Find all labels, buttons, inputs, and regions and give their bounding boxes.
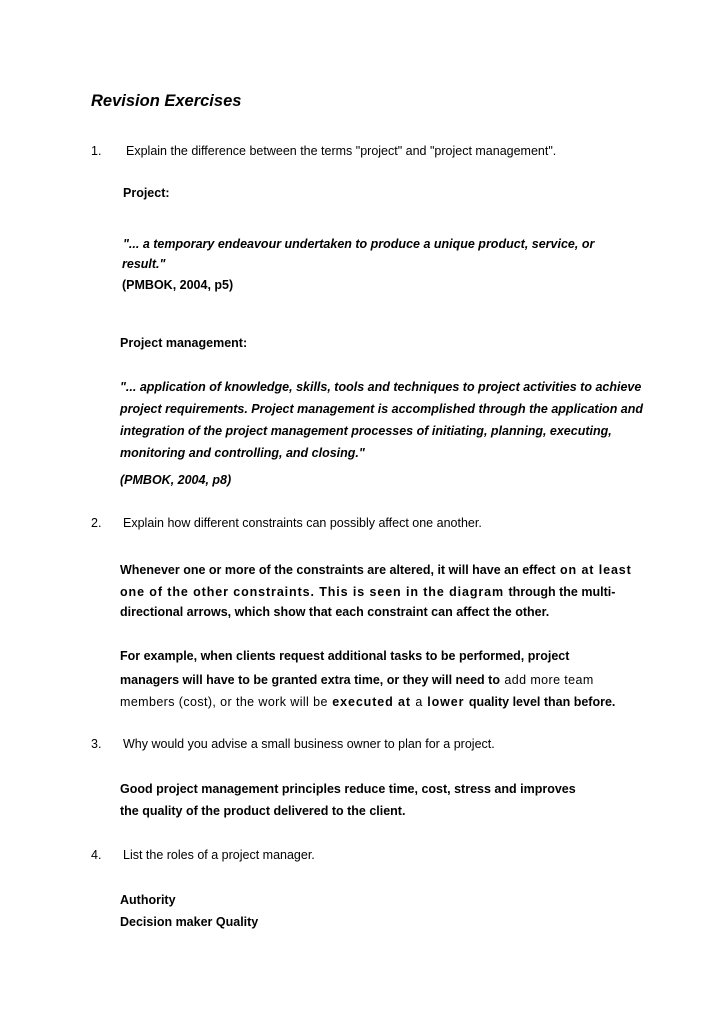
answer-line bbox=[120, 693, 615, 711]
answer-text: lower bbox=[427, 695, 465, 709]
pm-definition-line: project requirements. Project management is accomplished through the application and bbox=[120, 402, 644, 416]
question-text: Explain the difference between the terms "project" and "project management". bbox=[126, 144, 557, 158]
answer-text: executed at bbox=[332, 695, 411, 709]
answer-text: Whenever one or more of the constraints are altered, it will have an effect bbox=[120, 563, 556, 577]
answer-line bbox=[120, 561, 632, 579]
answer-text: members (cost), or the work will be bbox=[120, 695, 328, 709]
question-number: 2. bbox=[91, 516, 102, 530]
citation: (PMBOK, 2004, p5) bbox=[122, 278, 234, 292]
citation: (PMBOK, 2004, p8) bbox=[120, 473, 232, 487]
project-heading: Project: bbox=[123, 186, 170, 200]
project-definition-line: result." bbox=[122, 257, 166, 271]
role-item: Authority bbox=[120, 893, 176, 907]
answer-line bbox=[120, 583, 615, 601]
answer-text: managers will have to be granted extra time, or they will need to bbox=[120, 673, 500, 687]
answer-text: a bbox=[415, 695, 423, 709]
answer-line: Good project management principles reduce time, cost, stress and improves bbox=[120, 782, 576, 796]
question-text: Explain how different constraints can possibly affect one another. bbox=[123, 516, 482, 530]
question-number: 1. bbox=[91, 144, 102, 158]
role-item: Decision maker Quality bbox=[120, 915, 259, 929]
pm-definition-line: monitoring and controlling, and closing." bbox=[120, 446, 365, 460]
question-number: 4. bbox=[91, 848, 102, 862]
answer-text: through the multi- bbox=[508, 585, 616, 599]
pm-definition-line: "... application of knowledge, skills, tools and techniques to project activities to achieve bbox=[120, 380, 642, 394]
answer-line: For example, when clients request additional tasks to be performed, project bbox=[120, 649, 570, 663]
answer-text: add more team bbox=[504, 673, 594, 687]
pm-definition-line: integration of the project management processes of initiating, planning, executing, bbox=[120, 424, 612, 438]
question-number: 3. bbox=[91, 737, 102, 751]
answer-line: directional arrows, which show that each constraint can affect the other. bbox=[120, 605, 550, 619]
answer-line bbox=[120, 671, 594, 689]
project-definition-line: "... a temporary endeavour undertaken to produce a unique product, service, or bbox=[123, 237, 595, 251]
answer-text: quality level than before. bbox=[468, 695, 616, 709]
page-title: Revision Exercises bbox=[91, 92, 242, 110]
answer-text: one of the other constraints. This is seen in the diagram bbox=[120, 585, 504, 599]
project-management-heading: Project management: bbox=[120, 336, 248, 350]
answer-line: the quality of the product delivered to the client. bbox=[120, 804, 406, 818]
question-text: Why would you advise a small business owner to plan for a project. bbox=[123, 737, 495, 751]
answer-text: on at least bbox=[560, 563, 632, 577]
question-text: List the roles of a project manager. bbox=[123, 848, 315, 862]
